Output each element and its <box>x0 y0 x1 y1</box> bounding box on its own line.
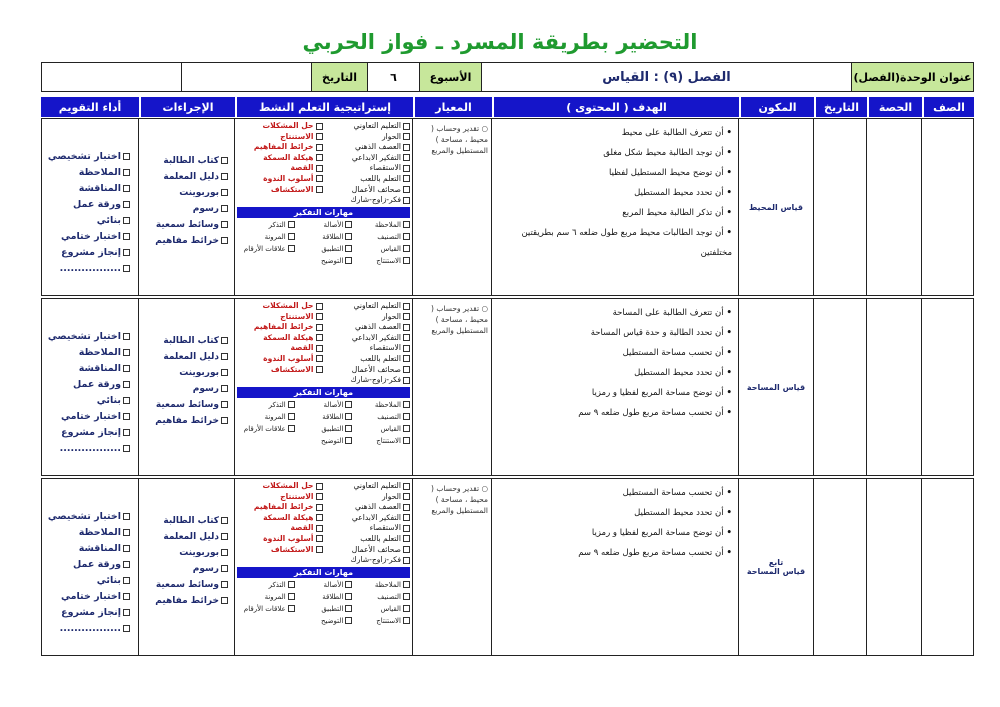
thinking-option[interactable]: التصنيف <box>352 591 410 603</box>
strategy-option[interactable]: التفكير الابداعي <box>325 333 411 344</box>
evaluation-option[interactable]: اختبار ختامي <box>42 229 130 245</box>
lesson-row <box>41 298 974 476</box>
strategy-option[interactable] <box>237 195 323 206</box>
strategy-option[interactable]: الاستنتاج <box>237 312 323 323</box>
objectives-cell <box>491 479 738 655</box>
procedure-option[interactable]: دليل المعلمة <box>139 169 228 185</box>
evaluation-option[interactable]: إنجاز مشروع <box>42 425 130 441</box>
thinking-option[interactable]: الاستنتاج <box>352 615 410 627</box>
strategy-option[interactable]: فكر-زاوج-شارك <box>325 555 411 566</box>
strategy-option[interactable]: خرائط المفاهيم <box>237 142 323 153</box>
thinking-option[interactable]: القياس <box>352 603 410 615</box>
thinking-option[interactable]: التوضيح <box>295 255 353 267</box>
strategy-option[interactable]: العصف الذهني <box>325 502 411 513</box>
objectives-cell <box>491 119 738 295</box>
component-cell <box>738 119 813 295</box>
strategy-cell <box>234 299 412 475</box>
thinking-option[interactable]: الملاحظة <box>352 219 410 231</box>
strategy-option[interactable]: التفكير الابداعي <box>325 513 411 524</box>
thinking-option[interactable]: التوضيح <box>295 615 353 627</box>
strategy-option[interactable]: صحائف الأعمال <box>325 545 411 556</box>
evaluation-option[interactable]: إنجاز مشروع <box>42 245 130 261</box>
objective-item: • أن تحدد محيط المستطيل <box>496 363 732 383</box>
strategy-option[interactable]: الاستكشاف <box>237 185 323 196</box>
objective-item: • أن تحسب مساحة مربع طول ضلعه ٩ سم <box>496 543 732 563</box>
strategy-option[interactable]: العصف الذهني <box>325 322 411 333</box>
component-label: قياس المساحة <box>746 382 806 392</box>
evaluation-option[interactable]: ................. <box>42 441 130 457</box>
procedure-option[interactable]: خرائط مفاهيم <box>139 413 228 429</box>
strategy-option[interactable]: هيكلة السمكة <box>237 333 323 344</box>
thinking-grid <box>237 219 410 267</box>
strategy-option[interactable]: صحائف الأعمال <box>325 365 411 376</box>
col-component: المكون <box>739 97 814 117</box>
evaluation-option[interactable]: اختبار تشخيصي <box>42 509 130 525</box>
column-headers <box>41 97 974 117</box>
period-cell[interactable] <box>866 119 921 295</box>
objective-item: • أن تحسب مساحة المستطيل <box>496 343 732 363</box>
procedures-cell <box>138 479 234 655</box>
evaluation-option[interactable]: بنائي <box>42 573 130 589</box>
strategy-grid <box>237 121 410 206</box>
evaluation-option[interactable]: إنجاز مشروع <box>42 605 130 621</box>
strategy-option[interactable]: الحوار <box>325 312 411 323</box>
strategy-option[interactable]: الاستنتاج <box>237 132 323 143</box>
col-objective: الهدف ( المحتوى ) <box>492 97 739 117</box>
objective-item: • أن تحدد محيط المستطيل <box>496 503 732 523</box>
thinking-skills-bar: مهارات التفكير <box>237 387 410 398</box>
component-cell <box>738 479 813 655</box>
thinking-option[interactable]: التطبيق <box>295 603 353 615</box>
strategy-option[interactable]: فكر-زاوج-شارك <box>325 195 411 206</box>
chapter-title: الفصل (٩) : القياس <box>481 63 851 91</box>
strategy-option[interactable]: القصة <box>237 343 323 354</box>
procedure-option[interactable]: دليل المعلمة <box>139 529 228 545</box>
thinking-option[interactable]: التذكر <box>237 399 295 411</box>
thinking-option[interactable]: التذكر <box>237 219 295 231</box>
evaluation-option[interactable]: ورقة عمل <box>42 557 130 573</box>
procedure-option[interactable]: كتاب الطالبة <box>139 333 228 349</box>
evaluation-option[interactable]: المناقشة <box>42 361 130 377</box>
thinking-option[interactable]: الأصالة <box>295 579 353 591</box>
class-cell[interactable] <box>921 119 973 295</box>
strategy-cell <box>234 119 412 295</box>
evaluation-option[interactable]: اختبار تشخيصي <box>42 149 130 165</box>
thinking-option[interactable]: علاقات الأرقام <box>237 243 295 255</box>
strategy-option[interactable]: الاستقصاء <box>325 163 411 174</box>
period-cell[interactable] <box>866 299 921 475</box>
strategy-option[interactable]: الاستكشاف <box>237 545 323 556</box>
date-cell[interactable] <box>813 299 866 475</box>
strategy-option[interactable]: أسلوب الندوة <box>237 354 323 365</box>
blank-field[interactable] <box>42 63 181 91</box>
procedure-option[interactable]: رسوم <box>139 201 228 217</box>
evaluation-option[interactable]: ................. <box>42 261 130 277</box>
procedure-option[interactable]: وسائط سمعية <box>139 397 228 413</box>
objective-item: • أن تحسب مساحة المستطيل <box>496 483 732 503</box>
thinking-option[interactable]: المرونة <box>237 411 295 423</box>
strategy-option[interactable]: التعلم باللعب <box>325 534 411 545</box>
thinking-option[interactable]: التوضيح <box>295 435 353 447</box>
strategy-option[interactable] <box>237 375 323 386</box>
procedure-option[interactable]: وسائط سمعية <box>139 577 228 593</box>
evaluation-option[interactable]: اختبار ختامي <box>42 409 130 425</box>
procedures-cell <box>138 119 234 295</box>
thinking-option[interactable]: التصنيف <box>352 411 410 423</box>
strategy-option[interactable]: الاستقصاء <box>325 523 411 534</box>
week-value[interactable]: ٦ <box>367 63 419 91</box>
col-evaluation: أداء التقويم <box>41 97 139 117</box>
evaluation-option[interactable]: اختبار تشخيصي <box>42 329 130 345</box>
evaluation-option[interactable]: بنائي <box>42 213 130 229</box>
component-label: تابع قياس المساحة <box>746 558 806 576</box>
unit-label: عنوان الوحدة(الفصل) <box>851 63 973 91</box>
thinking-option[interactable]: المرونة <box>237 591 295 603</box>
evaluation-option[interactable]: الملاحظة <box>42 345 130 361</box>
class-cell[interactable] <box>921 479 973 655</box>
objective-item: • أن تحدد الطالبة و حدة قياس المساحة <box>496 323 732 343</box>
thinking-option[interactable]: الطلاقة <box>295 591 353 603</box>
thinking-option[interactable]: التذكر <box>237 579 295 591</box>
strategy-option[interactable]: التعلم باللعب <box>325 354 411 365</box>
thinking-option[interactable]: القياس <box>352 423 410 435</box>
objective-item: • أن تحدد محيط المستطيل <box>496 183 732 203</box>
objective-item: • أن توجد الطالبات محيط مربع طول ضلعه ٦ سم بطريقتين مختلفتين <box>496 223 732 263</box>
date-cell[interactable] <box>813 479 866 655</box>
thinking-option[interactable]: علاقات الأرقام <box>237 603 295 615</box>
evaluation-option[interactable]: المناقشة <box>42 541 130 557</box>
procedure-option[interactable]: وسائط سمعية <box>139 217 228 233</box>
evaluation-option[interactable]: ................. <box>42 621 130 637</box>
strategy-option[interactable]: الاستنتاج <box>237 492 323 503</box>
thinking-option[interactable]: التطبيق <box>295 423 353 435</box>
strategy-option[interactable]: الاستقصاء <box>325 343 411 354</box>
thinking-option[interactable]: التطبيق <box>295 243 353 255</box>
header-bar <box>41 62 974 92</box>
thinking-option[interactable]: المرونة <box>237 231 295 243</box>
procedure-option[interactable]: بوربوينت <box>139 365 228 381</box>
strategy-grid <box>237 481 410 566</box>
procedure-option[interactable]: بوربوينت <box>139 185 228 201</box>
date-label: التاريخ <box>311 63 367 91</box>
class-cell[interactable] <box>921 299 973 475</box>
strategy-option[interactable]: حل المشكلات <box>237 121 323 132</box>
procedure-option[interactable]: رسوم <box>139 381 228 397</box>
strategy-option[interactable]: التفكير الابداعي <box>325 153 411 164</box>
evaluation-option[interactable]: المناقشة <box>42 181 130 197</box>
strategy-option[interactable]: هيكلة السمكة <box>237 153 323 164</box>
strategy-option[interactable]: حل المشكلات <box>237 481 323 492</box>
strategy-option[interactable]: أسلوب الندوة <box>237 534 323 545</box>
evaluation-cell <box>42 119 138 295</box>
criterion-cell: ○ تقدير وحساب ( محيط ، مساحة ) المستطيل والمربع <box>412 479 491 655</box>
strategy-grid <box>237 301 410 386</box>
strategy-option[interactable] <box>237 555 323 566</box>
evaluation-cell <box>42 299 138 475</box>
date-cell[interactable] <box>813 119 866 295</box>
page-title: التحضير بطريقة المسرد ـ فواز الحربي <box>302 30 698 54</box>
evaluation-option[interactable]: ورقة عمل <box>42 197 130 213</box>
date-field[interactable] <box>181 63 311 91</box>
evaluation-option[interactable]: بنائي <box>42 393 130 409</box>
thinking-grid <box>237 579 410 627</box>
procedure-option[interactable]: خرائط مفاهيم <box>139 593 228 609</box>
strategy-option[interactable]: أسلوب الندوة <box>237 174 323 185</box>
procedure-option[interactable]: دليل المعلمة <box>139 349 228 365</box>
strategy-option[interactable]: خرائط المفاهيم <box>237 502 323 513</box>
procedures-cell <box>138 299 234 475</box>
lesson-row <box>41 478 974 656</box>
procedure-option[interactable]: كتاب الطالبة <box>139 153 228 169</box>
thinking-option[interactable]: الملاحظة <box>352 579 410 591</box>
objective-item: • أن توضح مساحة المربع لفظيا و رمزيا <box>496 383 732 403</box>
evaluation-option[interactable]: اختبار ختامي <box>42 589 130 605</box>
period-cell[interactable] <box>866 479 921 655</box>
strategy-option[interactable]: الحوار <box>325 492 411 503</box>
strategy-option[interactable]: التعلم باللعب <box>325 174 411 185</box>
procedure-option[interactable]: رسوم <box>139 561 228 577</box>
strategy-option[interactable]: العصف الذهني <box>325 142 411 153</box>
strategy-cell <box>234 479 412 655</box>
col-criterion: المعيار <box>413 97 492 117</box>
thinking-option[interactable]: الأصالة <box>295 399 353 411</box>
strategy-option[interactable]: هيكلة السمكة <box>237 513 323 524</box>
objective-item: • أن تتعرف الطالبة على محيط <box>496 123 732 143</box>
strategy-option[interactable]: الاستكشاف <box>237 365 323 376</box>
lesson-row <box>41 118 974 296</box>
thinking-option[interactable]: الطلاقة <box>295 411 353 423</box>
strategy-option[interactable]: التعليم التعاوني <box>325 301 411 312</box>
thinking-skills-bar: مهارات التفكير <box>237 207 410 218</box>
objective-item: • أن تذكر الطالبة محيط المربع <box>496 203 732 223</box>
col-class: الصف <box>922 97 974 117</box>
objective-item: • أن تتعرف الطالبة على المساحة <box>496 303 732 323</box>
strategy-option[interactable]: الحوار <box>325 132 411 143</box>
strategy-option[interactable]: حل المشكلات <box>237 301 323 312</box>
thinking-option[interactable]: الملاحظة <box>352 399 410 411</box>
criterion-cell: ○ تقدير وحساب ( محيط ، مساحة ) المستطيل والمربع <box>412 119 491 295</box>
criterion-cell: ○ تقدير وحساب ( محيط ، مساحة ) المستطيل والمربع <box>412 299 491 475</box>
thinking-option[interactable]: القياس <box>352 243 410 255</box>
objective-item: • أن تحسب مساحة مربع طول ضلعه ٩ سم <box>496 403 732 423</box>
strategy-option[interactable]: القصة <box>237 163 323 174</box>
evaluation-option[interactable]: ورقة عمل <box>42 377 130 393</box>
col-period: الحصة <box>867 97 922 117</box>
objectives-cell <box>491 299 738 475</box>
evaluation-option[interactable]: الملاحظة <box>42 165 130 181</box>
objective-item: • أن توضح مساحة المربع لفظيا و رمزيا <box>496 523 732 543</box>
strategy-option[interactable]: التعليم التعاوني <box>325 121 411 132</box>
thinking-grid <box>237 399 410 447</box>
thinking-option[interactable]: علاقات الأرقام <box>237 423 295 435</box>
objective-item: • أن توجد الطالبة محيط شكل مغلق <box>496 143 732 163</box>
evaluation-option[interactable]: الملاحظة <box>42 525 130 541</box>
week-label: الأسبوع <box>419 63 481 91</box>
procedure-option[interactable]: كتاب الطالبة <box>139 513 228 529</box>
objective-item: • أن توضح محيط المستطيل لفظيا <box>496 163 732 183</box>
strategy-option[interactable]: القصة <box>237 523 323 534</box>
thinking-option[interactable]: الاستنتاج <box>352 255 410 267</box>
thinking-skills-bar: مهارات التفكير <box>237 567 410 578</box>
strategy-option[interactable]: التعليم التعاوني <box>325 481 411 492</box>
thinking-option[interactable]: الأصالة <box>295 219 353 231</box>
strategy-option[interactable]: خرائط المفاهيم <box>237 322 323 333</box>
col-strategy: إستراتيجية التعلم النشط <box>235 97 413 117</box>
component-cell <box>738 299 813 475</box>
component-label: قياس المحيط <box>748 202 804 212</box>
col-procedures: الإجراءات <box>139 97 235 117</box>
thinking-option[interactable] <box>237 255 295 267</box>
strategy-option[interactable]: صحائف الأعمال <box>325 185 411 196</box>
thinking-option[interactable] <box>237 615 295 627</box>
col-date: التاريخ <box>814 97 867 117</box>
strategy-option[interactable]: فكر-زاوج-شارك <box>325 375 411 386</box>
thinking-option[interactable] <box>237 435 295 447</box>
evaluation-cell <box>42 479 138 655</box>
thinking-option[interactable]: الاستنتاج <box>352 435 410 447</box>
thinking-option[interactable]: الطلاقة <box>295 231 353 243</box>
procedure-option[interactable]: بوربوينت <box>139 545 228 561</box>
thinking-option[interactable]: التصنيف <box>352 231 410 243</box>
procedure-option[interactable]: خرائط مفاهيم <box>139 233 228 249</box>
